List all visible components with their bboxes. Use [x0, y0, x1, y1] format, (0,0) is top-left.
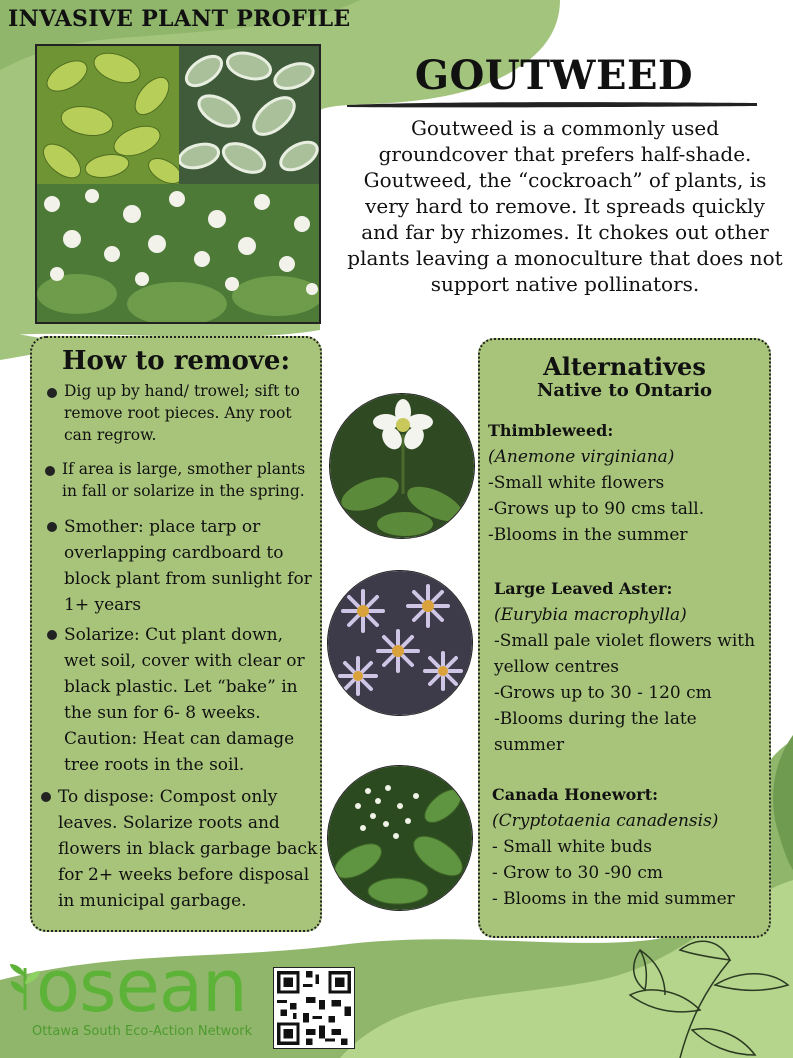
variegated-goutweed-photo	[179, 46, 321, 184]
bullet-icon	[47, 522, 57, 532]
plant-detail: -Small white flowers	[488, 473, 665, 493]
osean-logo	[8, 944, 268, 1050]
thimbleweed-photo	[329, 393, 475, 539]
goutweed-photo-collage	[35, 44, 321, 324]
plant-name: Thimbleweed:	[488, 421, 614, 440]
goutweed-leaves-photo	[37, 46, 179, 184]
logo-tagline: Ottawa South Eco-Action Network	[32, 1024, 253, 1039]
plant-latin-name: (Cryptotaenia canadensis)	[492, 811, 719, 831]
bullet-icon	[41, 792, 51, 802]
alternatives-subtitle: Native to Ontario	[536, 380, 713, 401]
plant-detail: -Blooms in the summer	[488, 525, 688, 545]
intro-text: Goutweed is a commonly used groundcover that prefers half-shade. Goutweed, the “cockroach” of plants, is very hard to remove. It spreads quickly and far by rhizomes. It chokes out other plants leaving a monoculture that does not support native pollinators.	[347, 116, 783, 296]
alternatives-box	[478, 338, 771, 938]
plant-detail: -Grows up to 30 - 120 cm	[494, 683, 712, 703]
alternative-plant-large-leaved-aster	[494, 576, 764, 758]
remove-step: To dispose: Compost only leaves. Solarize roots and flowers in black garbage back for 2+ weeks before disposal in municipal garbage.	[58, 784, 318, 914]
remove-step: Smother: place tarp or overlapping cardboard to block plant from sunlight for 1+ years	[64, 514, 318, 618]
plant-name: Canada Honewort:	[492, 785, 658, 804]
page-title: GOUTWEED	[414, 52, 694, 99]
how-to-remove-title: How to remove:	[61, 346, 291, 376]
leaf-line-art	[620, 930, 793, 1058]
canada-honewort-photo	[327, 765, 473, 911]
title-underline	[345, 99, 759, 109]
plant-detail: -Grows up to 90 cms tall.	[488, 499, 705, 519]
logo-wordmark: osean	[36, 944, 247, 1028]
bullet-icon	[47, 630, 57, 640]
large-leaved-aster-photo	[327, 570, 473, 716]
alternative-plant-thimbleweed	[488, 418, 768, 548]
plant-detail: -Small pale violet flowers with yellow centres	[494, 631, 756, 677]
remove-step: If area is large, smother plants in fall or solarize in the spring.	[62, 458, 317, 502]
remove-step: Dig up by hand/ trowel; sift to remove root pieces. Any root can regrow.	[64, 380, 314, 446]
bullet-icon	[47, 388, 57, 398]
alternative-plant-canada-honewort	[492, 782, 770, 912]
header-label: INVASIVE PLANT PROFILE	[8, 6, 351, 32]
plant-latin-name: (Anemone virginiana)	[488, 447, 675, 467]
bullet-icon	[45, 466, 55, 476]
plant-name: Large Leaved Aster:	[494, 579, 673, 598]
remove-step: Solarize: Cut plant down, wet soil, cover with clear or black plastic. Let “bake” in the sun for 6- 8 weeks. Caution: Heat can damage tree roots in the soil.	[64, 622, 318, 778]
how-to-remove-box	[30, 336, 322, 932]
plant-detail: -Blooms during the late summer	[494, 709, 697, 755]
plant-latin-name: (Eurybia macrophylla)	[494, 605, 687, 625]
plant-detail: - Small white buds	[492, 837, 652, 857]
qr-code[interactable]	[273, 967, 355, 1049]
alternatives-title: Alternatives	[543, 352, 706, 381]
plant-detail: - Blooms in the mid summer	[492, 889, 735, 909]
plant-detail: - Grow to 30 -90 cm	[492, 863, 663, 883]
goutweed-flowers-photo	[37, 184, 321, 324]
